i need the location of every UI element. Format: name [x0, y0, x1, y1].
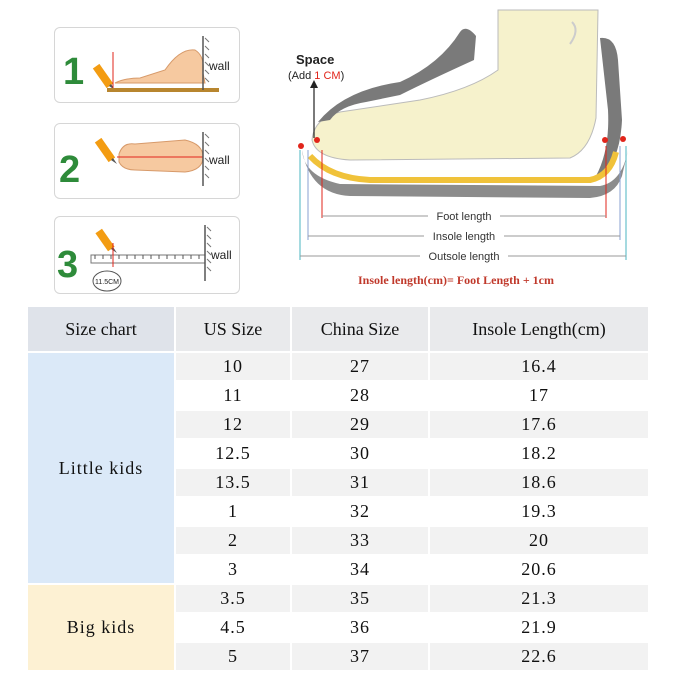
step-2-number: 2 — [59, 149, 81, 191]
measure-value: 11.5CM — [95, 279, 119, 286]
us-size-cell: 13.5 — [176, 469, 290, 496]
wall-label: wall — [209, 59, 230, 73]
us-size-cell: 11 — [176, 382, 290, 409]
group-label-big-kids: Big kids — [28, 585, 174, 670]
us-size-cell: 2 — [176, 527, 290, 554]
step-1-card — [54, 27, 240, 103]
pencil-icon — [95, 138, 117, 164]
china-size-cell: 27 — [292, 353, 428, 380]
us-size-cell: 4.5 — [176, 614, 290, 641]
header-insole-length: Insole Length(cm) — [430, 307, 648, 351]
insole-length-label: Insole length — [432, 231, 496, 243]
step-3-card — [54, 216, 240, 294]
insole-length-cell: 17 — [430, 382, 648, 409]
foot-length-label: Foot length — [436, 211, 492, 223]
china-size-cell: 29 — [292, 411, 428, 438]
insole-length-cell: 19.3 — [430, 498, 648, 525]
china-size-cell: 37 — [292, 643, 428, 670]
us-size-cell: 10 — [176, 353, 290, 380]
china-size-cell: 30 — [292, 440, 428, 467]
insole-length-cell: 18.6 — [430, 469, 648, 496]
step-3-illustration — [55, 217, 239, 293]
insole-length-cell: 16.4 — [430, 353, 648, 380]
step-3-number: 3 — [57, 244, 79, 286]
shoe-diagram — [270, 0, 674, 300]
foot-shape — [312, 10, 598, 160]
ruler — [91, 255, 205, 263]
header-us-size: US Size — [176, 307, 290, 351]
china-size-cell: 31 — [292, 469, 428, 496]
insole-length-cell: 21.9 — [430, 614, 648, 641]
us-size-cell: 12.5 — [176, 440, 290, 467]
us-size-cell: 12 — [176, 411, 290, 438]
step-2-card — [54, 123, 240, 199]
china-size-cell: 32 — [292, 498, 428, 525]
header-china-size: China Size — [292, 307, 428, 351]
table-row — [28, 353, 648, 380]
size-table — [26, 305, 650, 672]
formula-text: Insole length(cm)= Foot Length + 1cm — [358, 273, 554, 287]
step-1-illustration — [55, 28, 239, 102]
china-size-cell: 33 — [292, 527, 428, 554]
insole-length-cell: 22.6 — [430, 643, 648, 670]
wall-label: wall — [211, 248, 232, 262]
us-size-cell: 1 — [176, 498, 290, 525]
insole-length-cell: 17.6 — [430, 411, 648, 438]
step-2-illustration — [55, 124, 239, 198]
china-size-cell: 34 — [292, 556, 428, 583]
outsole-length-label: Outsole length — [428, 251, 500, 263]
insole-length-cell: 20 — [430, 527, 648, 554]
group-label-little-kids: Little kids — [28, 353, 174, 583]
table-body — [28, 353, 648, 670]
floor-board — [107, 88, 219, 92]
pencil-icon — [93, 64, 115, 90]
china-size-cell: 35 — [292, 585, 428, 612]
wall-label: wall — [209, 153, 230, 167]
us-size-cell: 5 — [176, 643, 290, 670]
foot-side-view — [115, 50, 205, 83]
insole-length-cell: 18.2 — [430, 440, 648, 467]
space-note: (Add 1 CM) — [288, 70, 345, 82]
foot-top-view — [119, 140, 203, 172]
table-row — [28, 585, 648, 612]
header-size-chart: Size chart — [28, 307, 174, 351]
china-size-cell: 36 — [292, 614, 428, 641]
space-title: Space — [296, 52, 335, 67]
us-size-cell: 3 — [176, 556, 290, 583]
insole-length-cell: 20.6 — [430, 556, 648, 583]
china-size-cell: 28 — [292, 382, 428, 409]
step-1-number: 1 — [63, 51, 85, 93]
measuring-guide — [0, 0, 674, 300]
insole-length-cell: 21.3 — [430, 585, 648, 612]
us-size-cell: 3.5 — [176, 585, 290, 612]
pencil-icon — [95, 229, 117, 253]
table-header-row — [28, 307, 648, 351]
